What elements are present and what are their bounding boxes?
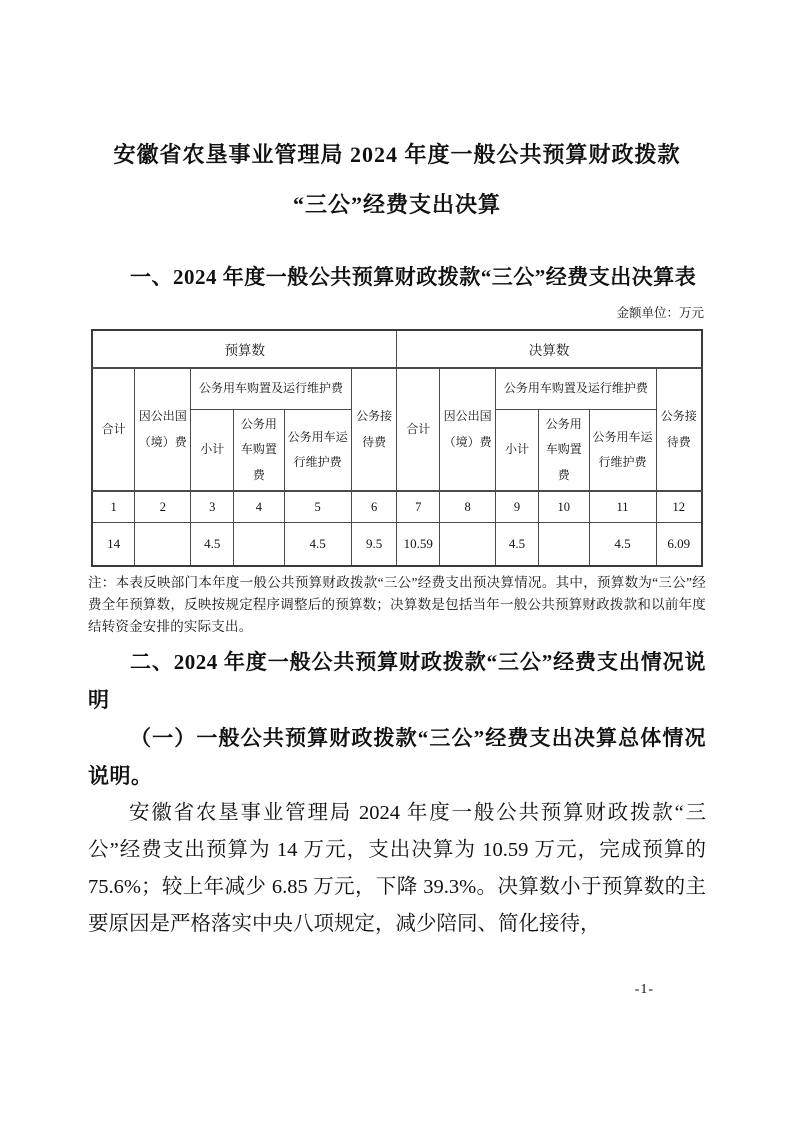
final-vehicle-group-header: 公务用车购置及运行维护费 (496, 368, 656, 410)
table-group-header-row (92, 330, 702, 368)
table-header-row-upper (92, 368, 702, 410)
value-cell: 4.5 (589, 523, 656, 567)
section-two-heading: 二、2024 年度一般公共预算财政拨款“三公”经费支出情况说明 (88, 650, 706, 712)
column-number-cell: 6 (351, 491, 397, 523)
document-title-line2: “三公”经费支出决算 (292, 192, 501, 217)
value-cell (538, 523, 589, 567)
value-cell: 4.5 (284, 523, 351, 567)
final-reception-header: 公务接待费 (656, 368, 702, 491)
document-title (88, 130, 706, 230)
budget-subtotal-header: 小计 (191, 410, 234, 492)
value-cell: 6.09 (656, 523, 702, 567)
budget-abroad-header: 因公出国（境）费 (135, 368, 191, 491)
column-number-cell: 3 (191, 491, 234, 523)
budget-reception-header: 公务接待费 (351, 368, 397, 491)
budget-group-header: 预算数 (92, 330, 397, 368)
value-cell: 14 (92, 523, 135, 567)
budget-vehicle-group-header: 公务用车购置及运行维护费 (191, 368, 351, 410)
table-note: 注：本表反映部门本年度一般公共预算财政拨款“三公”经费支出预决算情况。其中，预算数为“三公”经费全年预算数，反映按规定程序调整后的预算数；决算数是包括当年一般公共预算财政拨款和以前年度结转资金安排的实际支出。 (88, 575, 706, 634)
column-number-cell: 5 (284, 491, 351, 523)
final-maintenance-header: 公务用车运行维护费 (589, 410, 656, 492)
value-cell (440, 523, 496, 567)
value-cell: 4.5 (191, 523, 234, 567)
value-row (92, 523, 702, 567)
budget-maintenance-header: 公务用车运行维护费 (284, 410, 351, 492)
column-number-cell: 1 (92, 491, 135, 523)
column-number-cell: 2 (135, 491, 191, 523)
budget-purchase-header: 公务用车购置费 (234, 410, 285, 492)
column-number-cell: 10 (538, 491, 589, 523)
section-two-sub-heading: （一）一般公共预算财政拨款“三公”经费支出决算总体情况说明。 (88, 726, 706, 788)
value-cell (234, 523, 285, 567)
amount-unit-label: 金额单位：万元 (616, 306, 704, 320)
final-abroad-header: 因公出国（境）费 (440, 368, 496, 491)
column-number-cell: 11 (589, 491, 656, 523)
section-one-heading: 一、2024 年度一般公共预算财政拨款“三公”经费支出决算表 (130, 265, 697, 289)
value-cell: 10.59 (397, 523, 440, 567)
column-number-cell: 12 (656, 491, 702, 523)
sangong-expense-table (91, 329, 703, 567)
column-number-cell: 9 (496, 491, 539, 523)
final-total-header: 合计 (397, 368, 440, 491)
final-purchase-header: 公务用车购置费 (538, 410, 589, 492)
document-title-line1: 安徽省农垦事业管理局 2024 年度一般公共预算财政拨款 (113, 142, 681, 167)
value-cell: 4.5 (496, 523, 539, 567)
final-subtotal-header: 小计 (496, 410, 539, 492)
column-number-cell: 7 (397, 491, 440, 523)
column-number-row (92, 491, 702, 523)
final-group-header: 决算数 (397, 330, 702, 368)
body-paragraph: 安徽省农垦事业管理局 2024 年度一般公共预算财政拨款“三公”经费支出预算为 14 万元，支出决算为 10.59 万元，完成预算的 75.6%；较上年减少 6.85 万元，下降 39.3%。决算数小于预算数的主要原因是严格落实中央八项规定，减少陪同、简化接待， (88, 802, 706, 935)
value-cell: 9.5 (351, 523, 397, 567)
value-cell (135, 523, 191, 567)
budget-total-header: 合计 (92, 368, 135, 491)
page-number: -1- (634, 982, 654, 997)
column-number-cell: 4 (234, 491, 285, 523)
column-number-cell: 8 (440, 491, 496, 523)
